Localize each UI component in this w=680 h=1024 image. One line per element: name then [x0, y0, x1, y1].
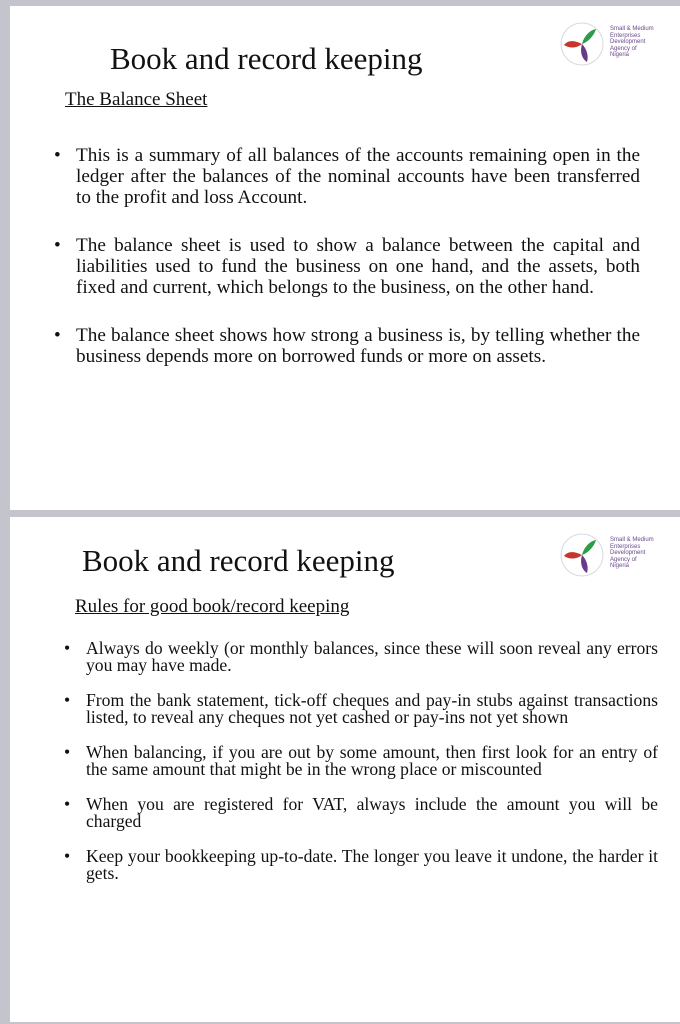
bullet-item [64, 638, 658, 675]
bullet-icon: • [64, 638, 71, 658]
logo-text-line: Nigeria [610, 563, 630, 569]
bullet-item [64, 846, 658, 883]
logo-text [610, 26, 674, 59]
bullet-icon: • [54, 235, 61, 256]
slide-title: Book and record keeping [110, 41, 423, 76]
sme-logo [554, 20, 674, 68]
bullet-icon: • [64, 794, 71, 814]
logo-text-line: Development [610, 550, 646, 556]
bullet-item [54, 325, 640, 367]
logo-text-line: Small & Medium [610, 26, 654, 32]
logo-text-line: Development [610, 39, 646, 45]
logo-text-line: Enterprises [610, 543, 641, 550]
bullet-list [64, 638, 658, 900]
bullet-text: Keep your bookkeeping up-to-date. The longer you leave it undone, the harder it gets. [86, 846, 658, 883]
bullet-icon: • [54, 325, 61, 346]
logo-text-line: Small & Medium [610, 537, 654, 543]
bullet-text: The balance sheet shows how strong a business is, by telling whether the business depends more on borrowed funds or more on assets. [76, 325, 640, 367]
sme-logo [554, 531, 674, 579]
slide-title: Book and record keeping [82, 543, 395, 578]
bullet-text: Always do weekly (or monthly balances, since these will soon reveal any errors you may have made. [86, 638, 658, 675]
bullet-icon: • [64, 846, 71, 866]
bullet-text: This is a summary of all balances of the accounts remaining open in the ledger after the balances of the nominal accounts have been transferred to the profit and loss Account. [76, 145, 640, 208]
slide-subtitle: The Balance Sheet [65, 89, 208, 110]
bullet-text: From the bank statement, tick-off cheques and pay-in stubs against transactions listed, to reveal any cheques not yet cashed or pay-ins not yet shown [86, 690, 658, 727]
bullet-item [64, 690, 658, 727]
bullet-text: When you are registered for VAT, always include the amount you will be charged [86, 794, 658, 831]
bullet-icon: • [54, 145, 61, 166]
bullet-icon: • [64, 742, 71, 762]
slide-balance-sheet [10, 6, 680, 510]
bullet-item [64, 742, 658, 779]
bullet-item [54, 235, 640, 298]
logo-text-line: Enterprises [610, 32, 641, 39]
logo-text-line: Agency of [610, 45, 637, 52]
logo-text-line: Nigeria [610, 52, 630, 58]
bullet-text: The balance sheet is used to show a balance between the capital and liabilities used to fund the business on one hand, and the assets, both fixed and current, which belongs to the business, on the other hand. [76, 235, 640, 298]
logo-text [610, 537, 674, 570]
slide-record-keeping-rules [10, 517, 680, 1022]
sme-logo-icon [554, 20, 610, 68]
bullet-list [54, 145, 640, 394]
bullet-item [64, 794, 658, 831]
slide-subtitle: Rules for good book/record keeping [75, 596, 350, 617]
bullet-item [54, 145, 640, 208]
bullet-text: When balancing, if you are out by some amount, then first look for an entry of the same amount that might be in the wrong place or miscounted [86, 742, 658, 779]
logo-text-line: Agency of [610, 556, 637, 563]
bullet-icon: • [64, 690, 71, 710]
sme-logo-icon [554, 531, 610, 579]
